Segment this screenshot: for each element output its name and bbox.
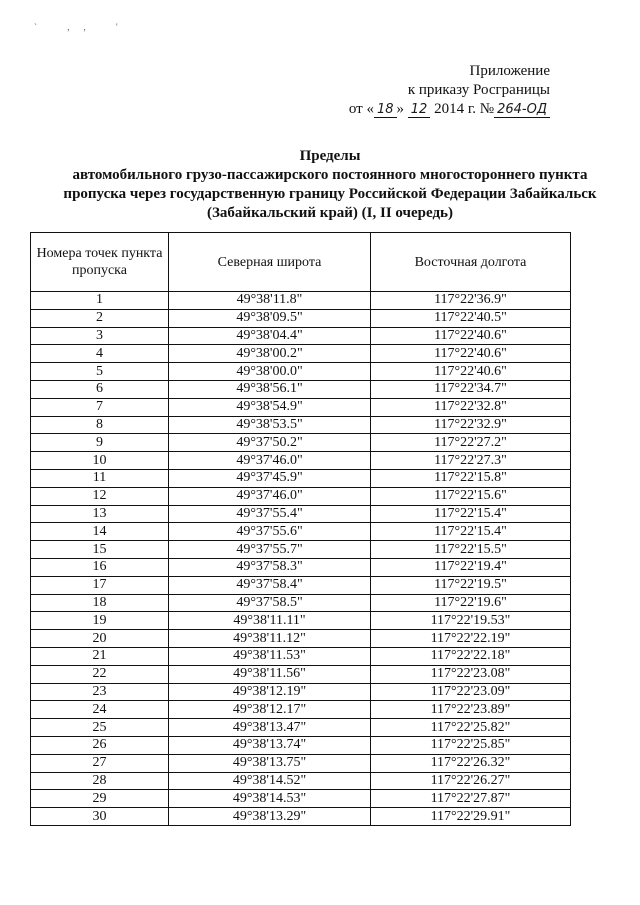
date-suffix: 2014 г. № xyxy=(430,101,495,117)
longitude-cell: 117°22'25.82" xyxy=(371,719,571,737)
point-number-cell: 26 xyxy=(31,736,169,754)
latitude-cell: 49°37'58.3" xyxy=(169,558,371,576)
longitude-cell: 117°22'36.9" xyxy=(371,292,571,310)
point-number-cell: 23 xyxy=(31,683,169,701)
date-day-handwritten: 18 xyxy=(374,102,397,118)
coordinates-table xyxy=(30,232,571,826)
latitude-cell: 49°38'14.52" xyxy=(169,772,371,790)
longitude-cell: 117°22'19.4" xyxy=(371,558,571,576)
latitude-cell: 49°38'12.19" xyxy=(169,683,371,701)
table-row xyxy=(31,469,571,487)
latitude-cell: 49°38'14.53" xyxy=(169,790,371,808)
latitude-cell: 49°37'55.4" xyxy=(169,505,371,523)
table-row xyxy=(31,505,571,523)
latitude-cell: 49°38'11.11" xyxy=(169,612,371,630)
latitude-cell: 49°38'00.0" xyxy=(169,363,371,381)
latitude-cell: 49°38'54.9" xyxy=(169,398,371,416)
latitude-cell: 49°38'11.8" xyxy=(169,292,371,310)
latitude-cell: 49°38'53.5" xyxy=(169,416,371,434)
latitude-cell: 49°37'55.7" xyxy=(169,541,371,559)
table-row xyxy=(31,647,571,665)
point-number-cell: 12 xyxy=(31,487,169,505)
point-number-cell: 29 xyxy=(31,790,169,808)
longitude-cell: 117°22'40.6" xyxy=(371,327,571,345)
point-number-cell: 17 xyxy=(31,576,169,594)
table-row xyxy=(31,594,571,612)
point-number-cell: 13 xyxy=(31,505,169,523)
table-row xyxy=(31,363,571,381)
appendix-order-ref: к приказу Росграницы xyxy=(407,82,550,98)
table-row xyxy=(31,487,571,505)
point-number-cell: 25 xyxy=(31,719,169,737)
longitude-cell: 117°22'26.27" xyxy=(371,772,571,790)
longitude-cell: 117°22'40.6" xyxy=(371,345,571,363)
longitude-cell: 117°22'19.6" xyxy=(371,594,571,612)
point-number-cell: 16 xyxy=(31,558,169,576)
longitude-cell: 117°22'19.5" xyxy=(371,576,571,594)
table-header-row xyxy=(31,233,571,292)
point-number-cell: 21 xyxy=(31,647,169,665)
table-row xyxy=(31,309,571,327)
longitude-cell: 117°22'40.5" xyxy=(371,309,571,327)
longitude-cell: 117°22'15.5" xyxy=(371,541,571,559)
longitude-cell: 117°22'23.09" xyxy=(371,683,571,701)
point-number-cell: 5 xyxy=(31,363,169,381)
date-month-handwritten: 12 xyxy=(408,102,431,118)
longitude-cell: 117°22'27.3" xyxy=(371,452,571,470)
date-mid: » xyxy=(396,101,408,117)
latitude-cell: 49°38'04.4" xyxy=(169,327,371,345)
table-row xyxy=(31,327,571,345)
longitude-cell: 117°22'23.89" xyxy=(371,701,571,719)
latitude-cell: 49°37'50.2" xyxy=(169,434,371,452)
latitude-cell: 49°37'55.6" xyxy=(169,523,371,541)
table-row xyxy=(31,558,571,576)
longitude-cell: 117°22'34.7" xyxy=(371,380,571,398)
longitude-cell: 117°22'22.18" xyxy=(371,647,571,665)
latitude-cell: 49°38'00.2" xyxy=(169,345,371,363)
latitude-cell: 49°37'46.0" xyxy=(169,452,371,470)
table-row xyxy=(31,736,571,754)
table-row xyxy=(31,452,571,470)
longitude-cell: 117°22'15.6" xyxy=(371,487,571,505)
point-number-cell: 6 xyxy=(31,380,169,398)
table-row xyxy=(31,345,571,363)
point-number-cell: 30 xyxy=(31,808,169,826)
table-row xyxy=(31,398,571,416)
point-number-cell: 28 xyxy=(31,772,169,790)
latitude-cell: 49°38'13.29" xyxy=(169,808,371,826)
point-number-cell: 3 xyxy=(31,327,169,345)
point-number-cell: 10 xyxy=(31,452,169,470)
title-heading: Пределы xyxy=(299,148,361,164)
point-number-cell: 7 xyxy=(31,398,169,416)
table-row xyxy=(31,683,571,701)
table-row xyxy=(31,790,571,808)
longitude-cell: 117°22'19.53" xyxy=(371,612,571,630)
longitude-cell: 117°22'15.8" xyxy=(371,469,571,487)
longitude-cell: 117°22'32.9" xyxy=(371,416,571,434)
latitude-cell: 49°37'58.4" xyxy=(169,576,371,594)
table-body xyxy=(31,292,571,826)
order-number-handwritten: 264-ОД xyxy=(494,102,550,118)
appendix-title: Приложение xyxy=(469,63,550,79)
latitude-cell: 49°38'12.17" xyxy=(169,701,371,719)
point-number-cell: 20 xyxy=(31,630,169,648)
longitude-cell: 117°22'22.19" xyxy=(371,630,571,648)
table-row xyxy=(31,380,571,398)
table-row xyxy=(31,541,571,559)
document-title xyxy=(60,147,600,223)
point-number-cell: 14 xyxy=(31,523,169,541)
longitude-cell: 117°22'29.91" xyxy=(371,808,571,826)
point-number-cell: 15 xyxy=(31,541,169,559)
table-row xyxy=(31,416,571,434)
table-row xyxy=(31,719,571,737)
point-number-cell: 18 xyxy=(31,594,169,612)
longitude-cell: 117°22'25.85" xyxy=(371,736,571,754)
longitude-cell: 117°22'15.4" xyxy=(371,505,571,523)
latitude-cell: 49°38'09.5" xyxy=(169,309,371,327)
point-number-cell: 24 xyxy=(31,701,169,719)
date-prefix: от « xyxy=(348,101,374,117)
table-row xyxy=(31,434,571,452)
point-number-cell: 27 xyxy=(31,754,169,772)
table-row xyxy=(31,701,571,719)
table-row xyxy=(31,630,571,648)
scan-artifact-marks: ` ,, ' xyxy=(34,22,132,32)
latitude-cell: 49°38'11.53" xyxy=(169,647,371,665)
longitude-cell: 117°22'40.6" xyxy=(371,363,571,381)
longitude-cell: 117°22'27.87" xyxy=(371,790,571,808)
point-number-cell: 2 xyxy=(31,309,169,327)
appendix-header xyxy=(310,62,550,119)
point-number-cell: 22 xyxy=(31,665,169,683)
table-row xyxy=(31,576,571,594)
header-east-longitude: Восточная долгота xyxy=(371,233,571,292)
table-row xyxy=(31,612,571,630)
latitude-cell: 49°38'13.75" xyxy=(169,754,371,772)
header-north-latitude: Северная широта xyxy=(169,233,371,292)
table-row xyxy=(31,665,571,683)
point-number-cell: 9 xyxy=(31,434,169,452)
latitude-cell: 49°38'11.56" xyxy=(169,665,371,683)
latitude-cell: 49°37'58.5" xyxy=(169,594,371,612)
table-row xyxy=(31,808,571,826)
point-number-cell: 8 xyxy=(31,416,169,434)
point-number-cell: 4 xyxy=(31,345,169,363)
latitude-cell: 49°37'46.0" xyxy=(169,487,371,505)
longitude-cell: 117°22'32.8" xyxy=(371,398,571,416)
table-row xyxy=(31,754,571,772)
table-row xyxy=(31,772,571,790)
title-subtitle: автомобильного грузо-пассажирского постоянного многостороннего пункта пропуска через государственную границу Российской Федерации Забайкальск (Забайкальский край) (I, II очередь) xyxy=(63,167,597,221)
table-row xyxy=(31,523,571,541)
longitude-cell: 117°22'27.2" xyxy=(371,434,571,452)
point-number-cell: 11 xyxy=(31,469,169,487)
latitude-cell: 49°38'56.1" xyxy=(169,380,371,398)
latitude-cell: 49°38'13.47" xyxy=(169,719,371,737)
latitude-cell: 49°38'11.12" xyxy=(169,630,371,648)
point-number-cell: 1 xyxy=(31,292,169,310)
longitude-cell: 117°22'23.08" xyxy=(371,665,571,683)
appendix-date-line xyxy=(310,100,550,119)
longitude-cell: 117°22'15.4" xyxy=(371,523,571,541)
table-row xyxy=(31,292,571,310)
latitude-cell: 49°38'13.74" xyxy=(169,736,371,754)
header-point-number: Номера точек пункта пропуска xyxy=(31,233,169,292)
longitude-cell: 117°22'26.32" xyxy=(371,754,571,772)
latitude-cell: 49°37'45.9" xyxy=(169,469,371,487)
point-number-cell: 19 xyxy=(31,612,169,630)
